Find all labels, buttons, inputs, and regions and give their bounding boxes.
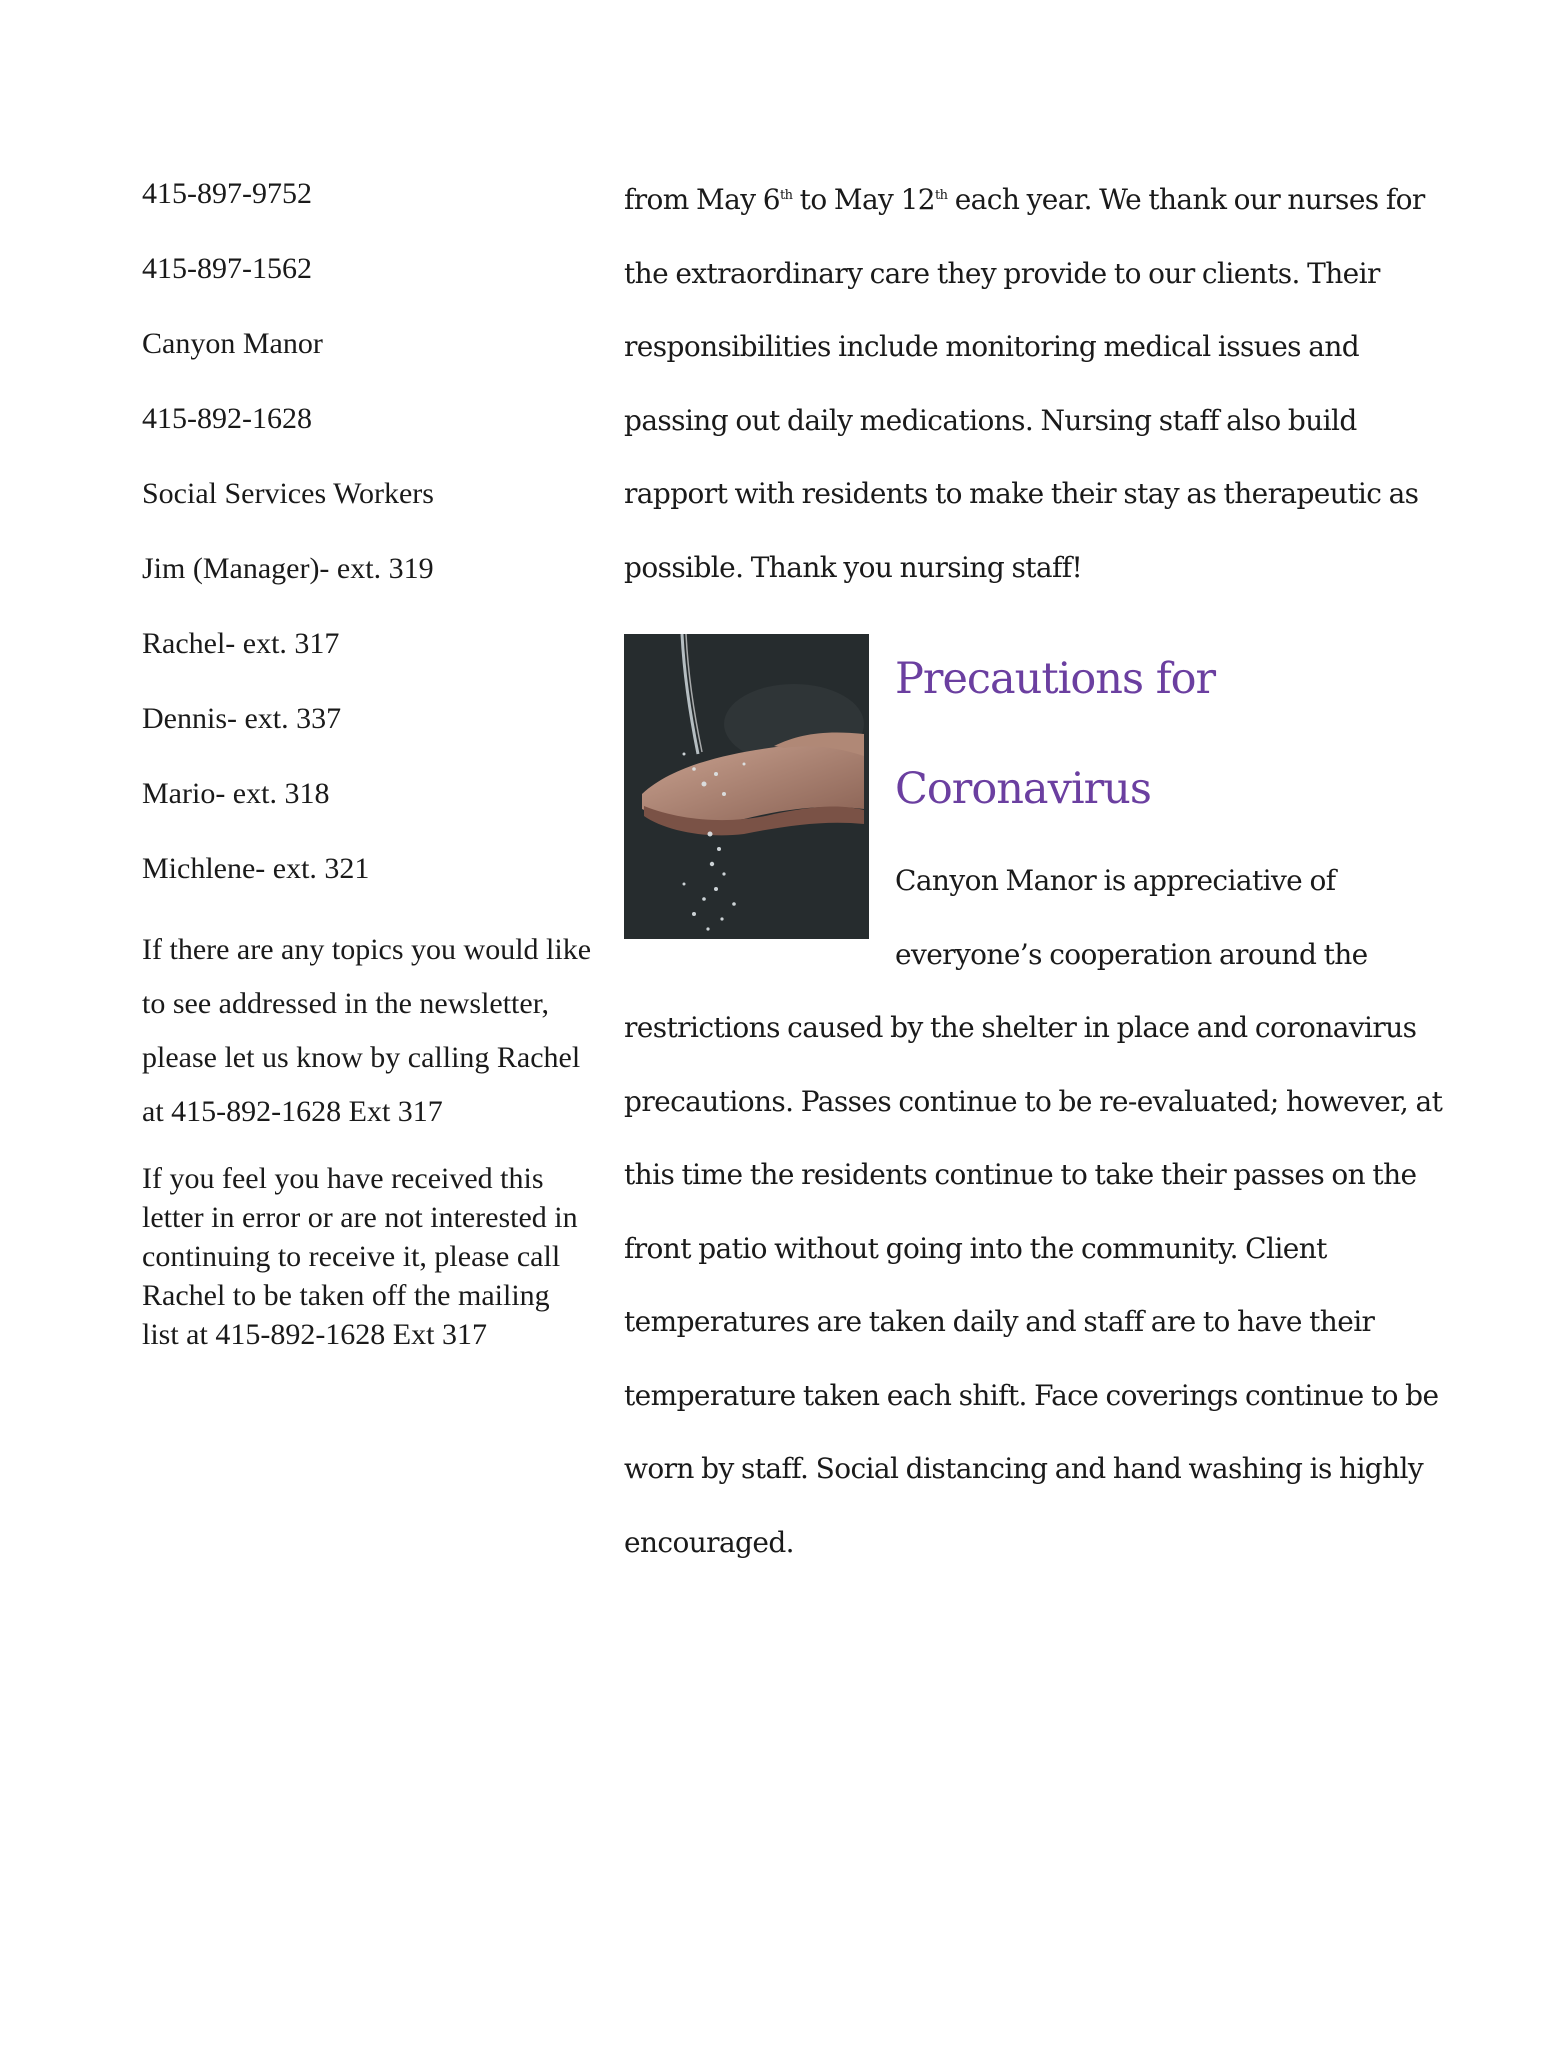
contact-line: 415-897-9752 bbox=[142, 177, 312, 210]
ordinal-suffix: th bbox=[779, 188, 793, 203]
contact-line: Dennis- ext. 337 bbox=[142, 702, 342, 735]
topics-note: If there are any topics you would like to see addressed in the newsletter, please let us know by calling Rachel at 415-892-1628 Ext 317 bbox=[142, 933, 592, 1128]
contact-line: 415-897-1562 bbox=[142, 252, 312, 285]
hands-water-photo bbox=[624, 634, 869, 939]
contact-line: Jim (Manager)- ext. 319 bbox=[142, 552, 434, 585]
title-line: Coronavirus bbox=[895, 764, 1151, 814]
coronavirus-section bbox=[624, 624, 1444, 1579]
contact-line: Mario- ext. 318 bbox=[142, 777, 330, 810]
nurses-text-part: each year. We thank our nurses for the extraordinary care they provide to our clients. Their responsibilities include monitoring medical issues and passing out daily medications. Nursing staff also build rapport with residents to make their stay as therapeutic as possible. Thank you nursing staff! bbox=[624, 183, 1425, 584]
unsubscribe-note: If you feel you have received this letter in error or are not interested in continuing to receive it, please call Rachel to be taken off the mailing list at 415-892-1628 Ext 317 bbox=[142, 1162, 578, 1351]
contact-line: Michlene- ext. 321 bbox=[142, 852, 370, 885]
nurses-week-paragraph bbox=[624, 163, 1444, 604]
contact-line: Rachel- ext. 317 bbox=[142, 627, 340, 660]
coronavirus-paragraph: Canyon Manor is appreciative of everyone’s cooperation around the restrictions caused by the shelter in place and coronavirus precautions. Passes continue to be re-evaluated; however, at this time the residents continue to take their passes on the front patio without going into the community. Client temperatures are taken daily and staff are to have their temperature taken each shift. Face coverings continue to be worn by staff. Social distancing and hand washing is highly encouraged. bbox=[624, 864, 1443, 1559]
hands-water-illustration bbox=[624, 634, 869, 939]
contact-line: 415-892-1628 bbox=[142, 402, 312, 435]
nurses-text-part: to May 12 bbox=[792, 183, 935, 216]
ordinal-suffix: th bbox=[935, 188, 948, 203]
article-column bbox=[624, 163, 1444, 1579]
contact-column bbox=[142, 175, 602, 1354]
contact-line: Canyon Manor bbox=[142, 327, 323, 360]
contact-line: Social Services Workers bbox=[142, 477, 434, 510]
title-line: Precautions for bbox=[895, 654, 1216, 704]
nurses-text-part: from May 6 bbox=[624, 183, 780, 216]
